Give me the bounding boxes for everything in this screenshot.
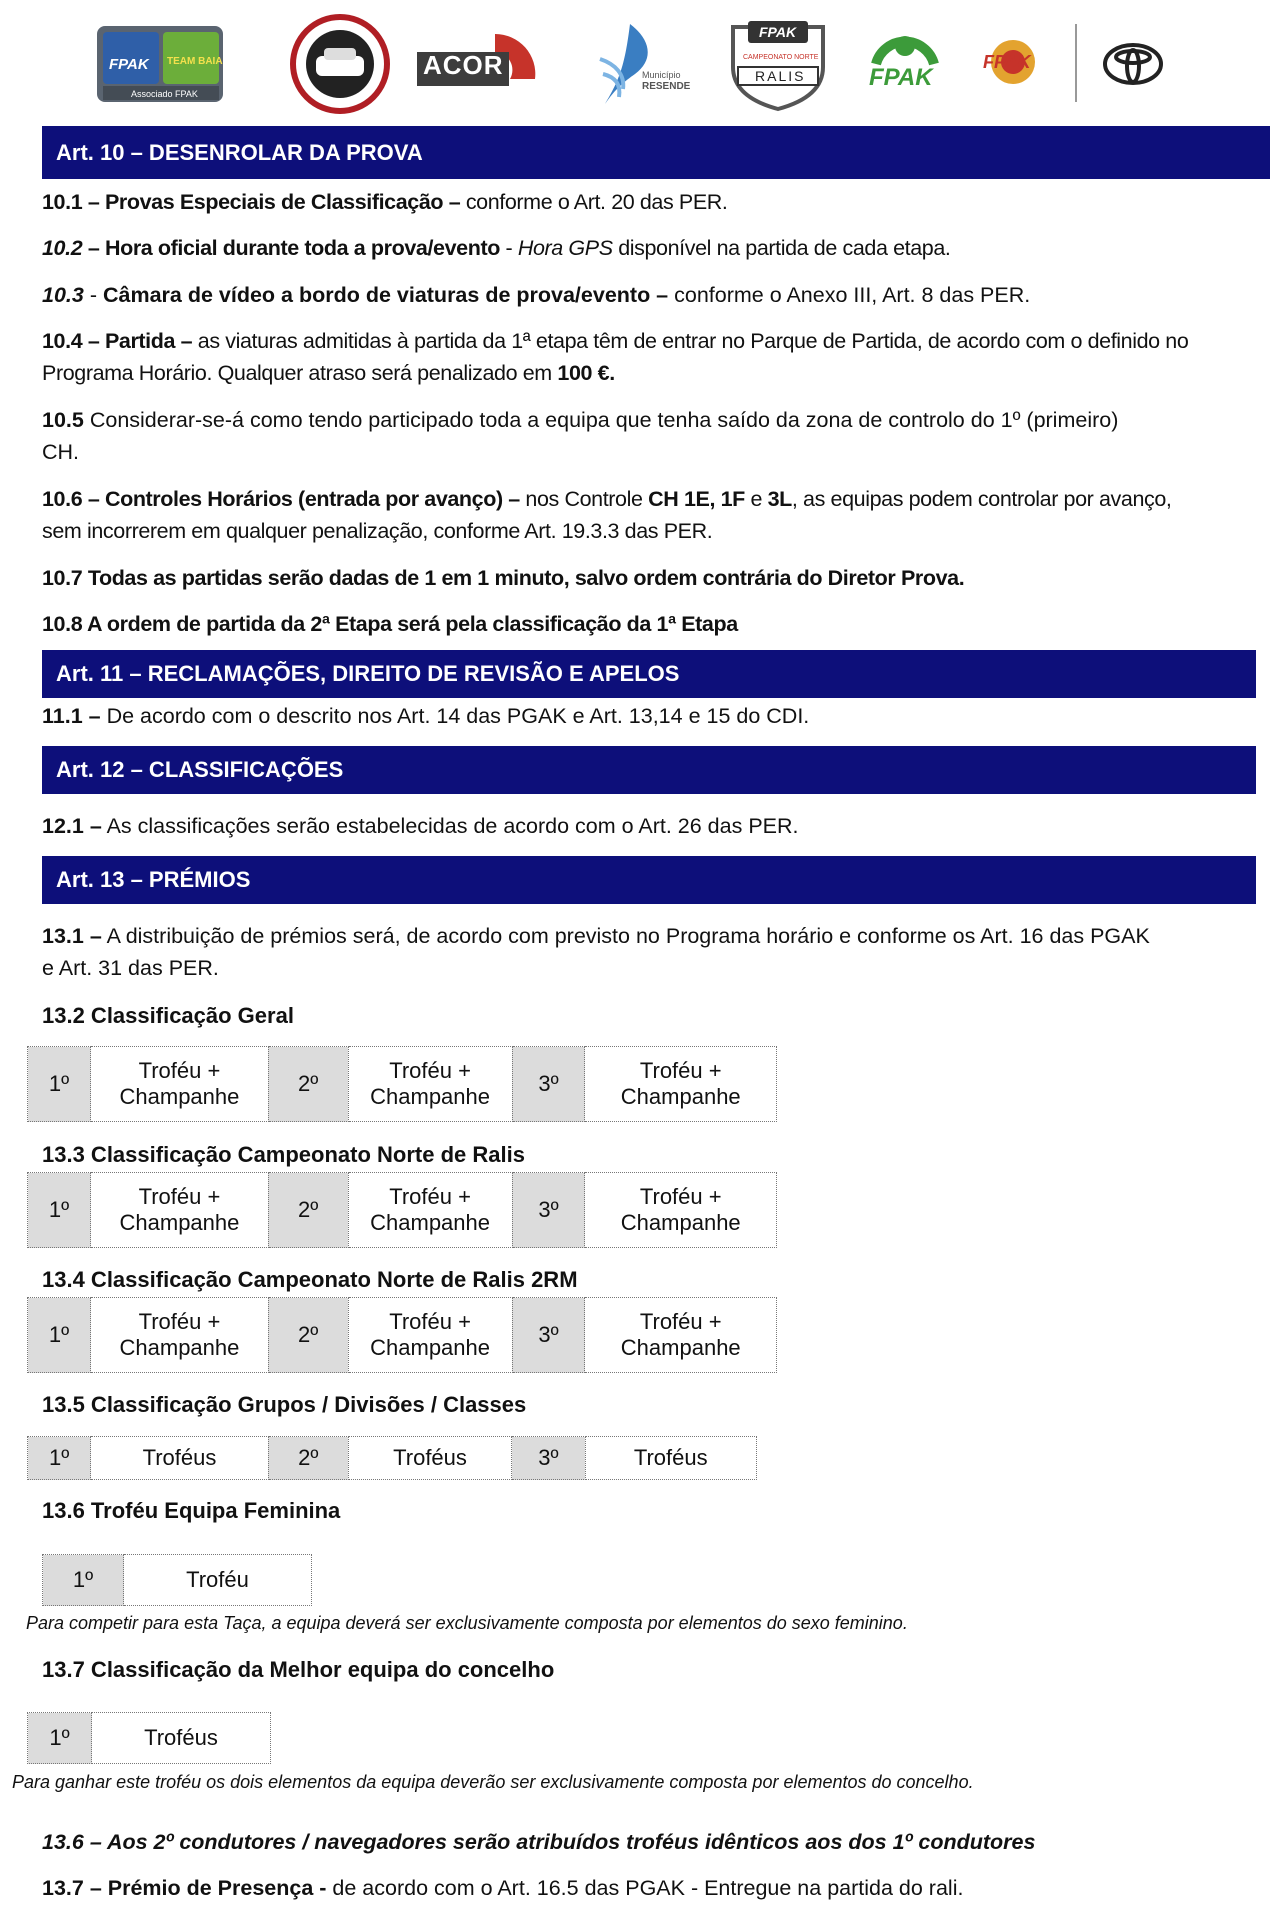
p10-1-bold: Provas Especiais de Classificação – — [104, 190, 466, 214]
prize-3: Troféu + Champanhe — [585, 1047, 777, 1122]
paragraph-10-3 — [42, 279, 1030, 311]
p12-1-text: As classificações serão estabelecidas de acordo com o Art. 26 das PER. — [101, 814, 799, 838]
pos-2: 2º — [268, 1173, 348, 1248]
prize-1: Troféu — [124, 1555, 312, 1606]
p10-6-b2: 3L — [767, 487, 792, 511]
p10-4-bold: – Partida – — [82, 329, 193, 353]
p10-1-num: 10.1 – — [42, 190, 105, 214]
final2-text: de acordo com o Art. 16.5 das PGAK - Entregue na partida do rali. — [326, 1876, 964, 1900]
prize-2: Troféus — [348, 1437, 512, 1480]
paragraph-10-4 — [42, 325, 1188, 389]
p12-1-num: 12.1 – — [42, 814, 102, 838]
p13-1-text: A distribuição de prémios será, de acordo com previsto no Programa horário e conforme os Art. 16 das PGAK — [101, 924, 1150, 948]
p10-2-text: - — [499, 236, 518, 260]
final1-text: 13.6 – Aos 2º condutores / navegadores serão atribuídos troféus idênticos aos dos 1º condutores — [42, 1830, 1036, 1854]
prize-table-geral — [27, 1046, 777, 1122]
p10-2-num: 10.2 — [42, 236, 83, 260]
prize-2: Troféu + Champanhe — [348, 1173, 512, 1248]
art10-title: Art. 10 – DESENROLAR DA PROVA — [56, 139, 423, 165]
prize-1: Troféus — [92, 1713, 271, 1764]
subtitle-13-7: 13.7 Classificação da Melhor equipa do concelho — [42, 1657, 555, 1682]
acor-logo — [415, 14, 540, 114]
pos-1: 1º — [28, 1713, 92, 1764]
section-header-art11 — [42, 650, 1256, 698]
prize-2: Troféu + Champanhe — [348, 1298, 512, 1373]
fpak-green-logo — [865, 14, 945, 114]
logo-text-fpak: FPAK — [109, 56, 149, 73]
logo-text-municipio: Município — [642, 70, 681, 80]
note-feminina: Para competir para esta Taça, a equipa deverá ser exclusivamente composta por elementos do sexo feminino. — [26, 1613, 908, 1633]
campeonato-norte-ralis-logo — [725, 14, 830, 114]
p10-6-b1: CH 1E, 1F — [648, 487, 745, 511]
prize-table-concelho — [27, 1712, 271, 1764]
p10-1-text: conforme o Art. 20 das PER. — [465, 190, 728, 214]
logo-divider — [1075, 24, 1077, 102]
subtitle-13-6: 13.6 Troféu Equipa Feminina — [42, 1498, 341, 1523]
pos-1: 1º — [28, 1437, 91, 1480]
prize-3: Troféus — [585, 1437, 757, 1480]
pos-3: 3º — [512, 1298, 585, 1373]
logo-text-fpak-small: FPAK — [983, 52, 1031, 72]
paragraph-12-1 — [42, 810, 799, 842]
p10-3-bold: Câmara de vídeo a bordo de viaturas de prova/evento – — [102, 283, 675, 307]
prize-1: Troféu + Champanhe — [91, 1047, 269, 1122]
p13-1-num: 13.1 – — [42, 924, 102, 948]
p10-6-t2: e — [744, 487, 768, 511]
automovel-clube-logo — [285, 14, 395, 114]
paragraph-final-13-7 — [42, 1872, 963, 1904]
prize-table-norte — [27, 1172, 777, 1248]
logo-text-fpak-green: FPAK — [869, 64, 933, 91]
p10-6-num: 10.6 — [42, 487, 83, 511]
logo-text-ralis: RALIS — [755, 68, 806, 84]
prize-3: Troféu + Champanhe — [585, 1173, 777, 1248]
p10-4-bold2: 100 €. — [557, 361, 615, 385]
p10-6-line2: sem incorrerem em qualquer penalização, conforme Art. 19.3.3 das PER. — [42, 519, 713, 543]
section-header-art12 — [42, 746, 1256, 794]
paragraph-10-2 — [42, 232, 950, 264]
paragraph-11-1 — [42, 700, 809, 732]
p10-2-text2: disponível na partida de cada etapa. — [612, 236, 951, 260]
p10-6-t3: , as equipas podem controlar por avanço, — [791, 487, 1172, 511]
p10-5-line2: CH. — [42, 440, 80, 464]
prize-1: Troféu + Champanhe — [91, 1173, 269, 1248]
subtitle-13-4: 13.4 Classificação Campeonato Norte de Ralis 2RM — [42, 1267, 578, 1292]
p13-1-line2: e Art. 31 das PER. — [42, 956, 219, 980]
paragraph-10-7 — [42, 562, 964, 594]
paragraph-10-6 — [42, 483, 1172, 547]
p10-3-text: - — [83, 283, 103, 307]
prize-2: Troféu + Champanhe — [348, 1047, 512, 1122]
p10-4-text: as viaturas admitidas à partida da 1ª etapa têm de entrar no Parque de Partida, de acordo com o definido no — [192, 329, 1189, 353]
p10-7-text: 10.7 Todas as partidas serão dadas de 1 em 1 minuto, salvo ordem contrária do Diretor Prova. — [42, 566, 965, 590]
final2-bold: 13.7 – Prémio de Presença - — [42, 1876, 327, 1900]
p10-6-bold: – Controles Horários (entrada por avanço) – — [82, 487, 520, 511]
p10-3-text2: conforme o Anexo III, Art. 8 das PER. — [674, 283, 1031, 307]
p11-1-text: De acordo com o descrito nos Art. 14 das PGAK e Art. 13,14 e 15 do CDI. — [100, 704, 810, 728]
subtitle-13-2: 13.2 Classificação Geral — [42, 1003, 294, 1028]
pos-3: 3º — [512, 1047, 585, 1122]
pos-2: 2º — [268, 1298, 348, 1373]
prize-3: Troféu + Champanhe — [585, 1298, 777, 1373]
pos-1: 1º — [28, 1173, 91, 1248]
logo-text-associado: Associado FPAK — [131, 89, 198, 99]
logo-text-resende: RESENDE — [642, 81, 691, 92]
p10-4-line2: Programa Horário. Qualquer atraso será penalizado em — [42, 361, 558, 385]
p11-1-num: 11.1 – — [42, 704, 101, 728]
toyota-logo — [1090, 14, 1175, 114]
p10-4-num: 10.4 — [42, 329, 83, 353]
logo-text-campeonato: CAMPEONATO NORTE — [743, 54, 819, 61]
logo-text-acor: ACOR — [423, 50, 504, 80]
paragraph-13-1 — [42, 920, 1150, 984]
pos-1: 1º — [28, 1298, 91, 1373]
prize-table-feminina — [42, 1554, 312, 1606]
prize-1: Troféus — [91, 1437, 268, 1480]
paragraph-10-5 — [42, 404, 1118, 468]
fpak-team-baia-logo — [95, 14, 225, 114]
logo-text-team-baia: TEAM BAIA — [167, 56, 223, 67]
p10-8-text: 10.8 A ordem de partida da 2ª Etapa será pela classificação da 1ª Etapa — [42, 612, 738, 636]
p10-3-num: 10.3 — [42, 283, 84, 307]
sponsor-logo-strip — [95, 14, 1175, 114]
p10-2-bold: – Hora oficial durante toda a prova/evento — [82, 236, 500, 260]
paragraph-10-8 — [42, 608, 738, 640]
logo-text-fpak-ralis: FPAK — [759, 24, 797, 40]
pos-1: 1º — [28, 1047, 91, 1122]
art11-title: Art. 11 – RECLAMAÇÕES, DIREITO DE REVISÃO E APELOS — [56, 661, 680, 686]
section-header-art13 — [42, 856, 1256, 904]
pos-3: 3º — [512, 1173, 585, 1248]
prize-table-norte-2rm — [27, 1297, 777, 1373]
p10-2-italic: Hora GPS — [517, 236, 613, 260]
fpak-small-logo — [975, 14, 1050, 114]
note-concelho: Para ganhar este troféu os dois elementos da equipa deverão ser exclusivamente composta por elementos do concelho. — [12, 1772, 974, 1792]
pos-2: 2º — [268, 1047, 348, 1122]
p10-5-text: Considerar-se-á como tendo participado toda a equipa que tenha saído da zona de controlo do 1º (primeiro) — [83, 408, 1119, 432]
subtitle-13-3: 13.3 Classificação Campeonato Norte de Ralis — [42, 1142, 525, 1167]
prize-table-grupos — [27, 1436, 757, 1480]
art12-title: Art. 12 – CLASSIFICAÇÕES — [56, 757, 344, 782]
pos-2: 2º — [268, 1437, 348, 1480]
section-header-art10 — [42, 126, 1270, 179]
pos-3: 3º — [512, 1437, 585, 1480]
pos-1: 1º — [43, 1555, 124, 1606]
municipio-resende-logo — [570, 14, 690, 114]
p10-6-text: nos Controle — [519, 487, 649, 511]
prize-1: Troféu + Champanhe — [91, 1298, 269, 1373]
art13-title: Art. 13 – PRÉMIOS — [56, 867, 251, 892]
paragraph-10-1 — [42, 186, 728, 218]
paragraph-final-13-6 — [42, 1826, 1035, 1858]
subtitle-13-5: 13.5 Classificação Grupos / Divisões / Classes — [42, 1392, 527, 1417]
p10-5-num: 10.5 — [42, 408, 84, 432]
